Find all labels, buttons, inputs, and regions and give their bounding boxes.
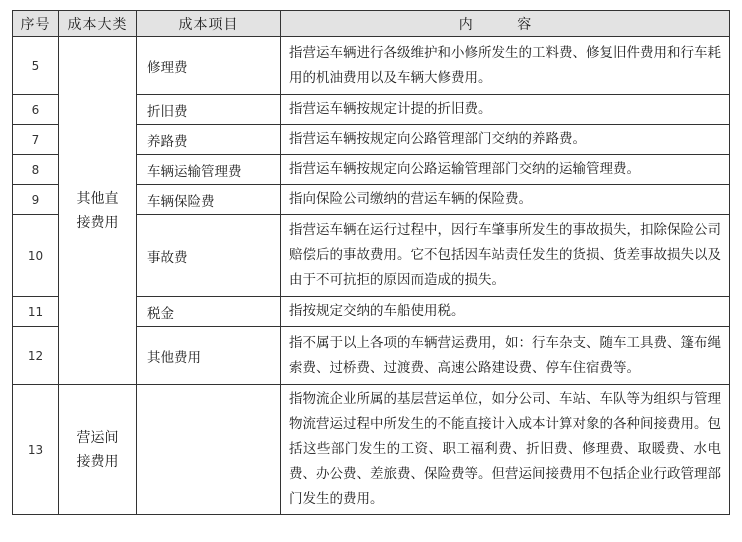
row-item: 车辆运输管理费 bbox=[137, 155, 281, 185]
row-item: 折旧费 bbox=[137, 95, 281, 125]
row-content: 指物流企业所属的基层营运单位，如分公司、车站、车队等为组织与管理物流营运过程中所发生的不能直接计入成本计算对象的各种间接费用。包括这些部门发生的工资、职工福利费、折旧费、修理费、取暖费、水电费、办公费、差旅费、保险费等。但营运间接费用不包括企业行政管理部门发生的费用。 bbox=[281, 385, 730, 515]
row-item: 其他费用 bbox=[137, 327, 281, 385]
category-label-line2: 接费用 bbox=[76, 453, 119, 470]
row-item: 税金 bbox=[137, 297, 281, 327]
cost-table bbox=[12, 10, 730, 515]
category-label-line2: 接费用 bbox=[76, 214, 119, 231]
row-no: 13 bbox=[13, 385, 59, 515]
header-category: 成本大类 bbox=[59, 11, 137, 37]
row-no: 5 bbox=[13, 37, 59, 95]
table-row bbox=[13, 37, 730, 95]
row-content: 指向保险公司缴纳的营运车辆的保险费。 bbox=[281, 185, 730, 215]
category-cell bbox=[59, 37, 137, 385]
row-item: 事故费 bbox=[137, 215, 281, 297]
row-item: 修理费 bbox=[137, 37, 281, 95]
row-no: 7 bbox=[13, 125, 59, 155]
row-item: 养路费 bbox=[137, 125, 281, 155]
category-cell bbox=[59, 385, 137, 515]
row-content: 指营运车辆按规定向公路运输管理部门交纳的运输管理费。 bbox=[281, 155, 730, 185]
row-no: 6 bbox=[13, 95, 59, 125]
row-content: 指营运车辆按规定向公路管理部门交纳的养路费。 bbox=[281, 125, 730, 155]
row-content: 指营运车辆在运行过程中，因行车肇事所发生的事故损失，扣除保险公司赔偿后的事故费用。它不包括因车站责任发生的货损、货差事故损失以及由于不可抗拒的原因而造成的损失。 bbox=[281, 215, 730, 297]
row-item bbox=[137, 385, 281, 515]
row-no: 8 bbox=[13, 155, 59, 185]
row-no: 9 bbox=[13, 185, 59, 215]
row-no: 11 bbox=[13, 297, 59, 327]
row-no: 12 bbox=[13, 327, 59, 385]
row-item: 车辆保险费 bbox=[137, 185, 281, 215]
row-content: 指营运车辆按规定计提的折旧费。 bbox=[281, 95, 730, 125]
category-label-line1: 营运间 bbox=[76, 429, 119, 446]
header-no: 序号 bbox=[13, 11, 59, 37]
row-no: 10 bbox=[13, 215, 59, 297]
table-row bbox=[13, 385, 730, 515]
row-content: 指按规定交纳的车船使用税。 bbox=[281, 297, 730, 327]
row-content: 指不属于以上各项的车辆营运费用，如：行车杂支、随车工具费、篷布绳索费、过桥费、过渡费、高速公路建设费、停车住宿费等。 bbox=[281, 327, 730, 385]
header-row bbox=[13, 11, 730, 37]
header-item: 成本项目 bbox=[137, 11, 281, 37]
header-content: 内 容 bbox=[281, 11, 730, 37]
category-label-line1: 其他直 bbox=[76, 190, 119, 207]
row-content: 指营运车辆进行各级维护和小修所发生的工料费、修复旧件费用和行车耗用的机油费用以及车辆大修费用。 bbox=[281, 37, 730, 95]
